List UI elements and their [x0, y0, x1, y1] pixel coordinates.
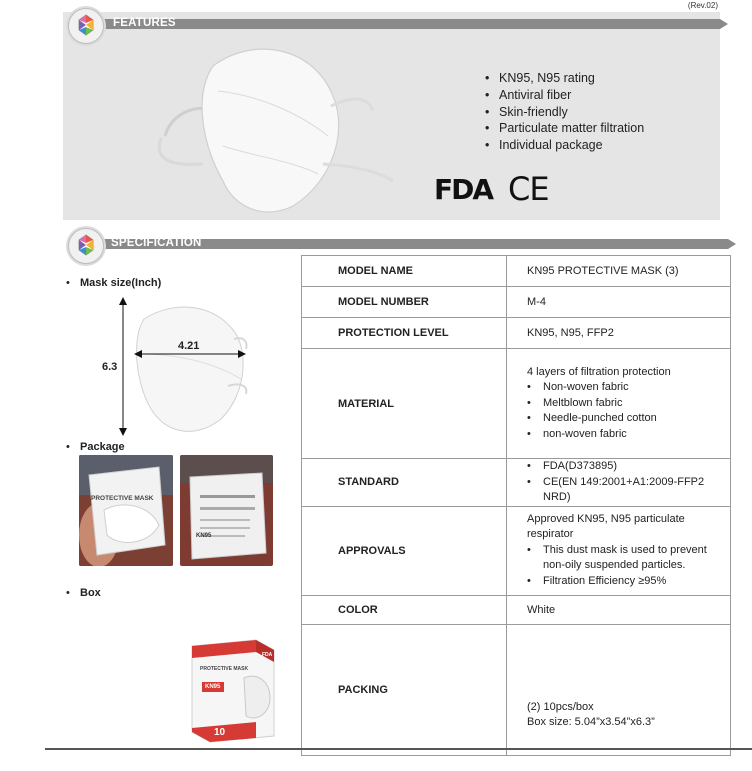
- table-row: [302, 349, 731, 459]
- package-back-text: KN95: [196, 533, 212, 539]
- fda-logo: FDA: [434, 173, 493, 206]
- box-fda-text: FDA: [262, 652, 273, 658]
- package-back-photo: [180, 455, 273, 566]
- spec-label: MODEL NUMBER: [302, 287, 507, 318]
- features-panel: [63, 12, 720, 220]
- spec-value: [507, 349, 731, 459]
- features-title: FEATURES: [113, 17, 176, 29]
- box-label: • Box: [66, 587, 101, 599]
- spec-value: M-4: [507, 287, 731, 318]
- box-kn95-text: KN95: [205, 684, 221, 690]
- spec-value: [507, 624, 731, 755]
- feature-item: • Particulate matter filtration: [485, 120, 644, 137]
- table-row: [302, 256, 731, 287]
- table-row: [302, 624, 731, 755]
- packing-line: Box size: 5.04”x3.54”x6.3”: [527, 716, 655, 728]
- box-photo: [186, 638, 278, 743]
- spec-value: [507, 506, 731, 595]
- approvals-item: • Filtration Efficiency ≥95%: [527, 574, 726, 590]
- revision-label: (Rev.02): [687, 1, 718, 10]
- table-row: [302, 459, 731, 507]
- spec-value: [507, 459, 731, 507]
- specification-badge-icon: [68, 228, 104, 264]
- box-count-text: 10: [214, 727, 226, 738]
- mask-size-diagram: [96, 294, 256, 439]
- approvals-item: • This dust mask is used to prevent non-oily suspended particles.: [527, 543, 726, 574]
- spec-label: MODEL NAME: [302, 256, 507, 287]
- material-item: • Non-woven fabric: [527, 380, 730, 396]
- standard-item: • FDA(D373895): [527, 459, 730, 475]
- features-header-bar: [84, 19, 720, 29]
- footer-divider: [45, 748, 752, 750]
- table-row: [302, 318, 731, 349]
- feature-item: • KN95, N95 rating: [485, 70, 644, 87]
- feature-item: • Antiviral fiber: [485, 87, 644, 104]
- spec-label: MATERIAL: [302, 349, 507, 459]
- spec-value: KN95, N95, FFP2: [507, 318, 731, 349]
- spec-label: PROTECTION LEVEL: [302, 318, 507, 349]
- ce-logo: CE: [508, 170, 549, 208]
- table-row: [302, 287, 731, 318]
- mask-size-label: • Mask size(Inch): [66, 277, 162, 289]
- spec-label: PACKING: [302, 624, 507, 755]
- mask-illustration: [143, 36, 423, 216]
- features-list: [485, 70, 644, 154]
- specification-table: [301, 255, 731, 756]
- feature-item: • Skin-friendly: [485, 104, 644, 121]
- box-product-text: PROTECTIVE MASK: [200, 666, 249, 672]
- table-row: [302, 506, 731, 595]
- spec-label: APPROVALS: [302, 506, 507, 595]
- package-front-text: PROTECTIVE MASK: [91, 495, 154, 502]
- package-front-photo: [79, 455, 173, 566]
- spec-value: White: [507, 595, 731, 624]
- material-item: • Meltblown fabric: [527, 396, 730, 412]
- spec-value: KN95 PROTECTIVE MASK (3): [507, 256, 731, 287]
- feature-item: • Individual package: [485, 137, 644, 154]
- spec-label: COLOR: [302, 595, 507, 624]
- specification-title: SPECIFICATION: [111, 237, 202, 249]
- approvals-intro: Approved KN95, N95 particulate respirator: [527, 512, 685, 541]
- material-item: • Needle-punched cotton: [527, 411, 730, 427]
- packing-line: (2) 10pcs/box: [527, 700, 594, 713]
- package-label: • Package: [66, 441, 125, 453]
- spec-label: STANDARD: [302, 459, 507, 507]
- standard-item: • CE(EN 149:2001+A1:2009-FFP2 NRD): [527, 475, 730, 506]
- material-item: • non-woven fabric: [527, 427, 730, 443]
- material-intro: 4 layers of filtration protection: [527, 365, 671, 378]
- mask-height-value: 6.3: [102, 361, 118, 373]
- features-badge-icon: [68, 8, 104, 44]
- mask-width-value: 4.21: [178, 340, 200, 352]
- table-row: [302, 595, 731, 624]
